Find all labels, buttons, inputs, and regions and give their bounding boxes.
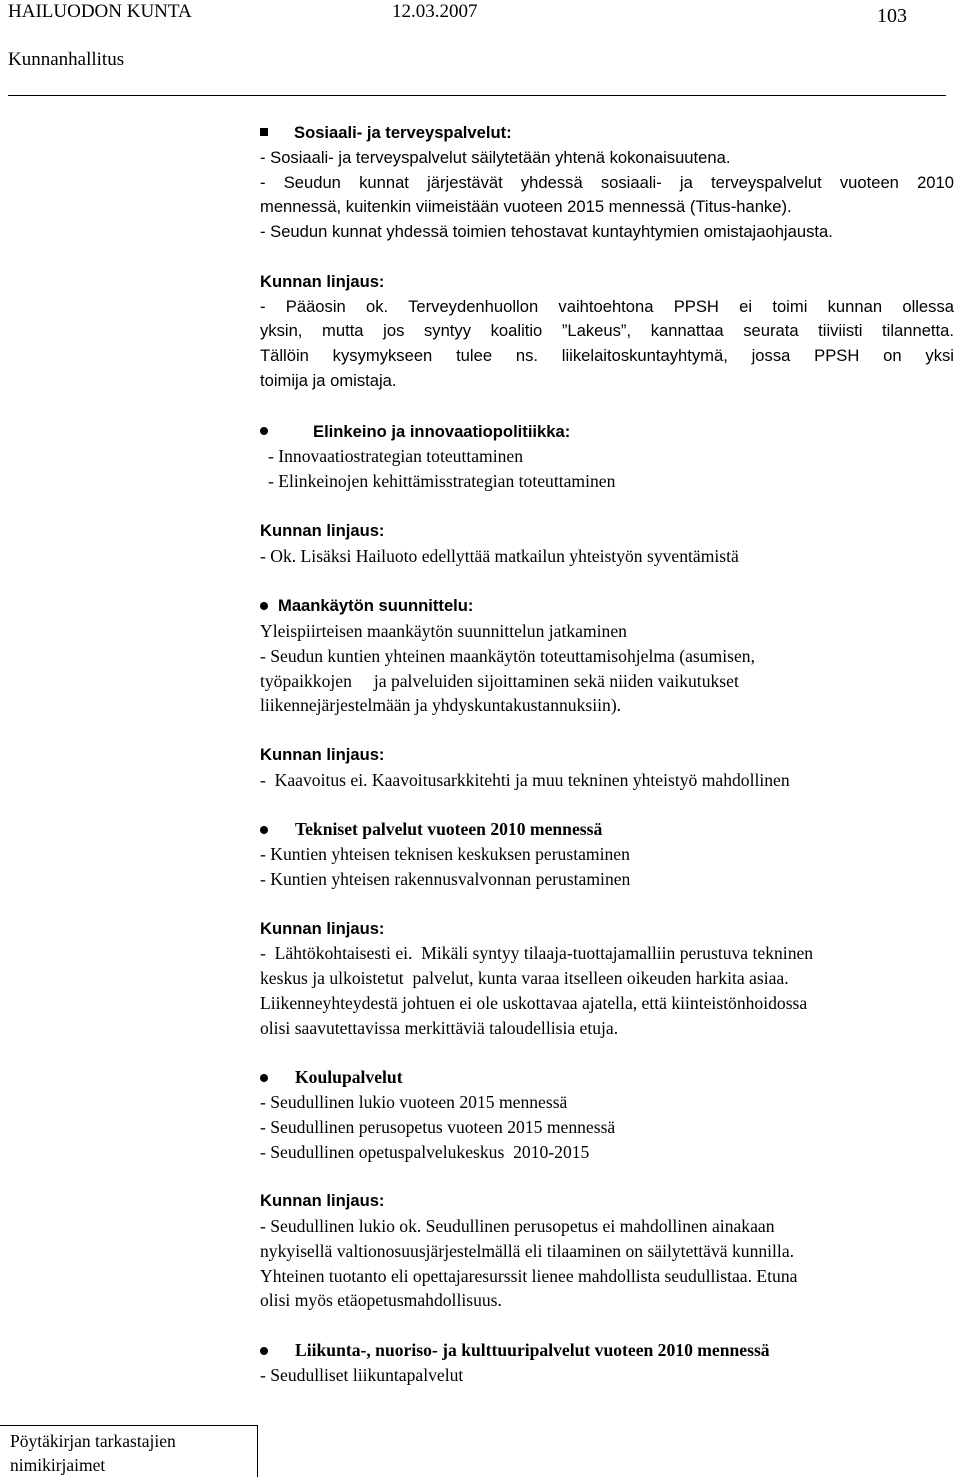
text-line: Yhteinen tuotanto eli opettajaresurssit lienee mahdollista seudullistaa. Etuna <box>260 1265 798 1286</box>
heading-text: Maankäytön suunnittelu: <box>278 596 474 616</box>
text-line: - Pääosin ok. Terveydenhuollon vaihtoehtona PPSH ei toimi kunnan ollessa <box>260 296 954 316</box>
linjaus-label: Kunnan linjaus: <box>260 744 385 764</box>
text-line: - Seudulliset liikuntapalvelut <box>260 1364 464 1385</box>
header-rule <box>8 95 946 96</box>
bullet-icon <box>260 1347 268 1355</box>
text-line: - Kuntien yhteisen rakennusvalvonnan perustaminen <box>260 868 631 889</box>
bullet-icon <box>260 826 268 834</box>
text-line: - Seudullinen opetuspalvelukeskus 2010-2015 <box>260 1141 590 1162</box>
text-line: - Innovaatiostrategian toteuttaminen <box>268 446 524 467</box>
section-heading-liikunta <box>260 1338 954 1363</box>
footer-line-1: Pöytäkirjan tarkastajien <box>10 1431 176 1451</box>
municipality-name: HAILUODON KUNTA <box>8 1 192 22</box>
bullet-icon <box>260 602 268 610</box>
body-name: Kunnanhallitus <box>8 49 125 70</box>
bullet-icon <box>260 1074 268 1082</box>
text-line: - Sosiaali- ja terveyspalvelut säilytetään yhtenä kokonaisuutena. <box>260 147 731 167</box>
text-line: Liikenneyhteydestä johtuen ei ole uskottavaa ajatella, että kiinteistönhoidossa <box>260 992 808 1013</box>
text-line: - Ok. Lisäksi Hailuoto edellyttää matkailun yhteistyön syventämistä <box>260 545 739 566</box>
section-heading-tekniset <box>260 817 954 842</box>
square-bullet-icon <box>260 128 268 136</box>
text-line: - Kaavoitus ei. Kaavoitusarkkitehti ja muu tekninen yhteistyö mahdollinen <box>260 769 790 790</box>
text-line: Tällöin kysymykseen tulee ns. liikelaitoskuntayhtymä, jossa PPSH on yksi <box>260 346 954 366</box>
text-line: - Seudun kunnat yhdessä toimien tehostavat kuntayhtymien omistajaohjausta. <box>260 222 833 242</box>
linjaus-label: Kunnan linjaus: <box>260 918 385 938</box>
text-line: - Seudun kuntien yhteinen maankäytön toteuttamisohjelma (asumisen, <box>260 645 755 666</box>
text-line: Yleispiirteisen maankäytön suunnittelun jatkaminen <box>260 620 627 641</box>
footer-initials-box <box>0 1425 258 1477</box>
text-line: - Seudullinen perusopetus vuoteen 2015 mennessä <box>260 1116 616 1137</box>
text-line: olisi myös etäopetusmahdollisuus. <box>260 1290 502 1311</box>
text-line: - Elinkeinojen kehittämisstrategian toteuttaminen <box>268 471 616 492</box>
page-number: 103 <box>877 5 907 27</box>
linjaus-label: Kunnan linjaus: <box>260 271 385 291</box>
section-heading-koulu <box>260 1065 954 1090</box>
heading-text: Elinkeino ja innovaatiopolitiikka: <box>313 421 571 441</box>
footer-line-2: nimikirjaimet <box>10 1455 106 1475</box>
heading-text: Sosiaali- ja terveyspalvelut: <box>294 123 512 142</box>
section-heading-elinkeino <box>260 419 954 445</box>
document-date: 12.03.2007 <box>392 1 478 22</box>
text-line: - Seudun kunnat järjestävät yhdessä sosiaali- ja terveyspalvelut vuoteen 2010 <box>260 172 954 192</box>
text-line: - Lähtökohtaisesti ei. Mikäli syntyy tilaaja-tuottajamalliin perustuva tekninen <box>260 943 814 964</box>
text-line: - Seudullinen lukio ok. Seudullinen perusopetus ei mahdollinen ainakaan <box>260 1216 775 1237</box>
text-line: olisi saavutettavissa merkittäviä taloudellisia etuja. <box>260 1017 619 1038</box>
text-line: - Kuntien yhteisen teknisen keskuksen perustaminen <box>260 844 630 865</box>
text-line: nykyisellä valtionosuusjärjestelmällä eli tilaaminen on säilytettävä kunnilla. <box>260 1240 795 1261</box>
text-line: - Seudullinen lukio vuoteen 2015 mennessä <box>260 1092 568 1113</box>
document-body <box>260 120 954 1388</box>
text-line: yksin, mutta jos syntyy koalitio ”Lakeus”, kannattaa seurata tiiviisti tilannetta. <box>260 321 954 341</box>
section-heading-maankaytto <box>260 593 954 619</box>
text-line: työpaikkojen ja palveluiden sijoittaminen sekä niiden vaikutukset <box>260 670 739 691</box>
text-line: mennessä, kuitenkin viimeistään vuoteen 2015 mennessä (Titus-hanke). <box>260 197 792 217</box>
text-line: toimija ja omistaja. <box>260 370 397 390</box>
linjaus-label: Kunnan linjaus: <box>260 520 385 540</box>
linjaus-label: Kunnan linjaus: <box>260 1191 385 1211</box>
heading-text: Liikunta-, nuoriso- ja kulttuuripalvelut vuoteen 2010 mennessä <box>295 1340 770 1361</box>
bullet-icon <box>260 427 268 435</box>
section-heading-sote <box>260 120 954 146</box>
text-line: keskus ja ulkoistetut palvelut, kunta varaa itselleen oikeuden harkita asiaa. <box>260 968 789 989</box>
text-line: liikennejärjestelmään ja yhdyskuntakustannuksiin). <box>260 695 622 716</box>
heading-text: Tekniset palvelut vuoteen 2010 mennessä <box>295 819 603 840</box>
heading-text: Koulupalvelut <box>295 1067 403 1088</box>
